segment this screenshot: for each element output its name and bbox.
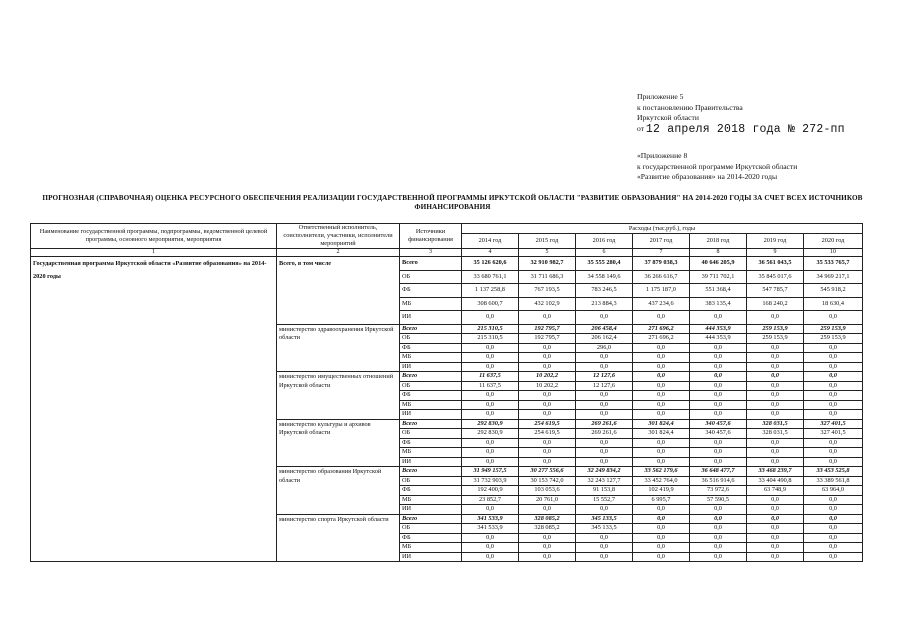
value-cell: 0,0 xyxy=(747,343,804,353)
value-cell: 0,0 xyxy=(576,362,633,372)
resource-table xyxy=(30,223,863,562)
value-cell: 34 969 217,1 xyxy=(804,270,863,284)
value-cell: 0,0 xyxy=(633,505,690,515)
executor-cell: Всего, в том числе xyxy=(277,257,400,325)
column-number: 8 xyxy=(690,249,747,257)
value-cell: 292 830,9 xyxy=(462,429,519,439)
value-cell: 0,0 xyxy=(462,448,519,458)
value-cell: 33 389 561,8 xyxy=(804,476,863,486)
value-cell: 63 748,9 xyxy=(747,486,804,496)
column-number: 10 xyxy=(804,249,863,257)
value-cell: 103 053,6 xyxy=(519,486,576,496)
value-cell: 57 590,5 xyxy=(690,495,747,505)
value-cell: 432 102,9 xyxy=(519,297,576,311)
value-cell: 0,0 xyxy=(747,552,804,562)
source-cell: ОБ xyxy=(400,381,462,391)
value-cell: 31 711 686,3 xyxy=(519,270,576,284)
value-cell: 254 619,5 xyxy=(519,429,576,439)
value-cell: 0,0 xyxy=(519,391,576,401)
value-cell: 23 852,7 xyxy=(462,495,519,505)
value-cell: 301 824,4 xyxy=(633,429,690,439)
value-cell: 39 711 702,1 xyxy=(690,270,747,284)
value-cell: 345 133,5 xyxy=(576,514,633,524)
value-cell: 11 637,5 xyxy=(462,381,519,391)
source-cell: МБ xyxy=(400,353,462,363)
value-cell: 0,0 xyxy=(576,400,633,410)
source-cell: ФБ xyxy=(400,438,462,448)
value-cell: 0,0 xyxy=(576,391,633,401)
source-cell: ИИ xyxy=(400,505,462,515)
value-cell: 0,0 xyxy=(633,410,690,420)
column-number: 7 xyxy=(633,249,690,257)
value-cell: 0,0 xyxy=(519,311,576,325)
value-cell: 0,0 xyxy=(747,438,804,448)
value-cell: 0,0 xyxy=(633,457,690,467)
value-cell: 341 533,9 xyxy=(462,524,519,534)
value-cell: 444 353,9 xyxy=(690,324,747,334)
value-cell: 0,0 xyxy=(576,457,633,467)
table-row xyxy=(31,257,863,271)
value-cell: 0,0 xyxy=(747,410,804,420)
value-cell: 0,0 xyxy=(519,362,576,372)
value-cell: 0,0 xyxy=(462,343,519,353)
value-cell: 168 240,2 xyxy=(747,297,804,311)
value-cell: 0,0 xyxy=(633,311,690,325)
value-cell: 102 419,9 xyxy=(633,486,690,496)
value-cell: 192 795,7 xyxy=(519,324,576,334)
value-cell: 269 261,6 xyxy=(576,419,633,429)
value-cell: 0,0 xyxy=(804,505,863,515)
value-cell: 0,0 xyxy=(576,410,633,420)
value-cell: 0,0 xyxy=(747,353,804,363)
value-cell: 33 453 525,8 xyxy=(804,467,863,477)
value-cell: 37 879 038,3 xyxy=(633,257,690,271)
value-cell: 0,0 xyxy=(633,362,690,372)
value-cell: 0,0 xyxy=(690,505,747,515)
value-cell: 0,0 xyxy=(804,381,863,391)
value-cell: 0,0 xyxy=(747,457,804,467)
value-cell: 0,0 xyxy=(519,448,576,458)
value-cell: 0,0 xyxy=(633,514,690,524)
executor-cell: министерство культуры и архивов Иркутской области xyxy=(277,419,400,467)
value-cell: 0,0 xyxy=(633,391,690,401)
value-cell: 0,0 xyxy=(633,400,690,410)
value-cell: 0,0 xyxy=(519,533,576,543)
value-cell: 0,0 xyxy=(576,533,633,543)
value-cell: 35 126 620,6 xyxy=(462,257,519,271)
source-cell: ФБ xyxy=(400,486,462,496)
value-cell: 0,0 xyxy=(804,400,863,410)
value-cell: 0,0 xyxy=(519,438,576,448)
value-cell: 0,0 xyxy=(690,362,747,372)
value-cell: 12 127,6 xyxy=(576,372,633,382)
value-cell: 0,0 xyxy=(462,311,519,325)
value-cell: 269 261,6 xyxy=(576,429,633,439)
value-cell: 0,0 xyxy=(519,400,576,410)
column-number: 9 xyxy=(747,249,804,257)
source-cell: ФБ xyxy=(400,391,462,401)
value-cell: 0,0 xyxy=(747,311,804,325)
source-cell: ОБ xyxy=(400,270,462,284)
value-cell: 35 533 765,7 xyxy=(804,257,863,271)
executor-cell: министерство здравоохранения Иркутской области xyxy=(277,324,400,372)
value-cell: 32 249 834,2 xyxy=(576,467,633,477)
appendix-line: «Развитие образования» на 2014-2020 годы xyxy=(637,172,778,182)
source-cell: ОБ xyxy=(400,476,462,486)
value-cell: 0,0 xyxy=(633,343,690,353)
value-cell: 0,0 xyxy=(633,552,690,562)
value-cell: 1 137 258,8 xyxy=(462,284,519,298)
value-cell: 0,0 xyxy=(633,533,690,543)
year-header: 2018 год xyxy=(690,234,747,249)
value-cell: 0,0 xyxy=(462,438,519,448)
value-cell: 0,0 xyxy=(519,410,576,420)
year-header: 2014 год xyxy=(462,234,519,249)
value-cell: 547 785,7 xyxy=(747,284,804,298)
value-cell: 0,0 xyxy=(519,353,576,363)
value-cell: 328 031,5 xyxy=(747,429,804,439)
value-cell: 259 153,9 xyxy=(747,324,804,334)
value-cell: 0,0 xyxy=(462,533,519,543)
value-cell: 0,0 xyxy=(690,410,747,420)
source-cell: МБ xyxy=(400,448,462,458)
value-cell: 0,0 xyxy=(462,353,519,363)
value-cell: 35 555 280,4 xyxy=(576,257,633,271)
source-cell: ИИ xyxy=(400,311,462,325)
source-cell: ОБ xyxy=(400,334,462,344)
value-cell: 0,0 xyxy=(690,533,747,543)
value-cell: 206 162,4 xyxy=(576,334,633,344)
value-cell: 0,0 xyxy=(690,400,747,410)
value-cell: 33 404 490,8 xyxy=(747,476,804,486)
value-cell: 0,0 xyxy=(576,552,633,562)
program-name: Государственная программа Иркутской области «Развитие образования» на 2014-2020 годы xyxy=(31,257,277,562)
value-cell: 30 277 556,6 xyxy=(519,467,576,477)
value-cell: 341 533,9 xyxy=(462,514,519,524)
value-cell: 0,0 xyxy=(804,457,863,467)
value-cell: 0,0 xyxy=(576,448,633,458)
value-cell: 0,0 xyxy=(633,543,690,553)
value-cell: 0,0 xyxy=(633,381,690,391)
header-executor: Ответственный исполнитель, соисполнители, участники, исполнители мероприятий xyxy=(277,224,400,249)
value-cell: 296,0 xyxy=(576,343,633,353)
source-cell: МБ xyxy=(400,297,462,311)
value-cell: 0,0 xyxy=(633,372,690,382)
source-cell: ОБ xyxy=(400,524,462,534)
value-cell: 0,0 xyxy=(747,514,804,524)
value-cell: 259 153,9 xyxy=(747,334,804,344)
value-cell: 0,0 xyxy=(690,372,747,382)
value-cell: 91 153,8 xyxy=(576,486,633,496)
value-cell: 0,0 xyxy=(804,514,863,524)
value-cell: 345 133,5 xyxy=(576,524,633,534)
value-cell: 0,0 xyxy=(747,543,804,553)
source-cell: МБ xyxy=(400,400,462,410)
value-cell: 328 085,2 xyxy=(519,514,576,524)
appendix-line: «Приложение 8 xyxy=(637,151,688,160)
value-cell: 10 202,2 xyxy=(519,381,576,391)
value-cell: 0,0 xyxy=(462,400,519,410)
source-cell: ФБ xyxy=(400,343,462,353)
header-expenses: Расходы (тыс.руб.), годы xyxy=(462,224,863,234)
column-number: 5 xyxy=(519,249,576,257)
value-cell: 328 085,2 xyxy=(519,524,576,534)
value-cell: 33 468 239,7 xyxy=(747,467,804,477)
value-cell: 0,0 xyxy=(804,410,863,420)
value-cell: 0,0 xyxy=(462,391,519,401)
value-cell: 0,0 xyxy=(690,311,747,325)
value-cell: 0,0 xyxy=(804,353,863,363)
value-cell: 63 964,0 xyxy=(804,486,863,496)
value-cell: 0,0 xyxy=(462,457,519,467)
value-cell: 437 234,6 xyxy=(633,297,690,311)
value-cell: 206 458,4 xyxy=(576,324,633,334)
value-cell: 0,0 xyxy=(690,343,747,353)
appendix-5-block xyxy=(637,92,845,134)
value-cell: 33 452 764,0 xyxy=(633,476,690,486)
value-cell: 0,0 xyxy=(747,381,804,391)
value-cell: 36 561 043,5 xyxy=(747,257,804,271)
value-cell: 271 696,2 xyxy=(633,324,690,334)
value-cell: 215 310,5 xyxy=(462,324,519,334)
source-cell: МБ xyxy=(400,495,462,505)
appendix-line: к постановлению Правительства xyxy=(637,102,743,112)
value-cell: 0,0 xyxy=(804,495,863,505)
value-cell: 0,0 xyxy=(690,543,747,553)
value-cell: 32 243 127,7 xyxy=(576,476,633,486)
value-cell: 0,0 xyxy=(576,438,633,448)
appendix-line: Приложение 5 xyxy=(637,92,684,101)
value-cell: 36 266 616,7 xyxy=(633,270,690,284)
order-date-number: 12 апреля 2018 года № 272-пп xyxy=(645,122,845,136)
value-cell: 0,0 xyxy=(804,438,863,448)
value-cell: 6 995,7 xyxy=(633,495,690,505)
order-prefix: от xyxy=(637,123,645,133)
column-number: 4 xyxy=(462,249,519,257)
value-cell: 0,0 xyxy=(690,552,747,562)
header-name: Наименование государственной программы, подпрограммы, ведомственной целевой программы, основного мероприятия, мероприятия xyxy=(31,224,277,249)
document-title: ПРОГНОЗНАЯ (СПРАВОЧНАЯ) ОЦЕНКА РЕСУРСНОГО ОБЕСПЕЧЕНИЯ РЕАЛИЗАЦИИ ГОСУДАРСТВЕННОЙ ПРОГРАММЫ ИРКУТСКОЙ ОБЛАСТИ "РАЗВИТИЕ ОБРАЗОВАНИЯ" НА 2014-2020 ГОДЫ ЗА СЧЕТ ВСЕХ ИСТОЧНИКОВ ФИНАНСИРОВАНИЯ xyxy=(42,194,863,211)
value-cell: 0,0 xyxy=(747,505,804,515)
value-cell: 0,0 xyxy=(804,372,863,382)
value-cell: 11 637,5 xyxy=(462,372,519,382)
value-cell: 0,0 xyxy=(747,362,804,372)
value-cell: 18 630,4 xyxy=(804,297,863,311)
value-cell: 0,0 xyxy=(576,311,633,325)
value-cell: 0,0 xyxy=(690,448,747,458)
source-cell: Всего xyxy=(400,467,462,477)
value-cell: 0,0 xyxy=(804,343,863,353)
column-number: 3 xyxy=(400,249,462,257)
value-cell: 0,0 xyxy=(519,543,576,553)
value-cell: 1 175 187,0 xyxy=(633,284,690,298)
header-source: Источники финансирования xyxy=(400,224,462,249)
source-cell: Всего xyxy=(400,419,462,429)
year-header: 2019 год xyxy=(747,234,804,249)
value-cell: 0,0 xyxy=(519,552,576,562)
value-cell: 34 558 149,6 xyxy=(576,270,633,284)
value-cell: 0,0 xyxy=(576,353,633,363)
value-cell: 31 949 157,5 xyxy=(462,467,519,477)
value-cell: 0,0 xyxy=(462,362,519,372)
value-cell: 327 401,5 xyxy=(804,419,863,429)
value-cell: 0,0 xyxy=(804,543,863,553)
value-cell: 551 368,4 xyxy=(690,284,747,298)
value-cell: 35 845 017,6 xyxy=(747,270,804,284)
value-cell: 340 457,6 xyxy=(690,419,747,429)
value-cell: 73 972,6 xyxy=(690,486,747,496)
value-cell: 33 562 179,6 xyxy=(633,467,690,477)
value-cell: 192 400,9 xyxy=(462,486,519,496)
value-cell: 215 310,5 xyxy=(462,334,519,344)
value-cell: 0,0 xyxy=(576,505,633,515)
value-cell: 0,0 xyxy=(633,353,690,363)
column-number: 1 xyxy=(31,249,277,257)
year-header: 2016 год xyxy=(576,234,633,249)
value-cell: 0,0 xyxy=(633,438,690,448)
value-cell: 0,0 xyxy=(519,457,576,467)
value-cell: 0,0 xyxy=(690,381,747,391)
value-cell: 40 646 205,9 xyxy=(690,257,747,271)
value-cell: 0,0 xyxy=(747,495,804,505)
value-cell: 0,0 xyxy=(462,410,519,420)
value-cell: 0,0 xyxy=(690,457,747,467)
year-header: 2020 год xyxy=(804,234,863,249)
order-line xyxy=(637,124,845,135)
value-cell: 0,0 xyxy=(747,372,804,382)
value-cell: 0,0 xyxy=(519,505,576,515)
value-cell: 0,0 xyxy=(804,552,863,562)
value-cell: 33 680 761,1 xyxy=(462,270,519,284)
column-number: 2 xyxy=(277,249,400,257)
source-cell: Всего xyxy=(400,372,462,382)
value-cell: 15 552,7 xyxy=(576,495,633,505)
value-cell: 213 884,3 xyxy=(576,297,633,311)
value-cell: 192 795,7 xyxy=(519,334,576,344)
value-cell: 444 353,9 xyxy=(690,334,747,344)
source-cell: ИИ xyxy=(400,457,462,467)
value-cell: 0,0 xyxy=(804,391,863,401)
value-cell: 0,0 xyxy=(576,543,633,553)
value-cell: 0,0 xyxy=(747,524,804,534)
value-cell: 259 153,9 xyxy=(804,334,863,344)
value-cell: 36 516 914,6 xyxy=(690,476,747,486)
column-number: 6 xyxy=(576,249,633,257)
value-cell: 0,0 xyxy=(747,533,804,543)
source-cell: Всего xyxy=(400,324,462,334)
source-cell: Всего xyxy=(400,257,462,271)
value-cell: 0,0 xyxy=(804,311,863,325)
value-cell: 383 135,4 xyxy=(690,297,747,311)
source-cell: ФБ xyxy=(400,533,462,543)
source-cell: ФБ xyxy=(400,284,462,298)
value-cell: 20 761,0 xyxy=(519,495,576,505)
value-cell: 0,0 xyxy=(804,524,863,534)
value-cell: 0,0 xyxy=(633,524,690,534)
value-cell: 31 732 903,9 xyxy=(462,476,519,486)
value-cell: 0,0 xyxy=(462,505,519,515)
source-cell: ИИ xyxy=(400,362,462,372)
value-cell: 0,0 xyxy=(690,438,747,448)
value-cell: 292 830,9 xyxy=(462,419,519,429)
year-header: 2015 год xyxy=(519,234,576,249)
executor-cell: министерство спорта Иркутской области xyxy=(277,514,400,562)
appendix-line: к государственной программе Иркутской области xyxy=(637,161,798,171)
value-cell: 0,0 xyxy=(747,391,804,401)
value-cell: 0,0 xyxy=(804,533,863,543)
value-cell: 0,0 xyxy=(690,514,747,524)
value-cell: 259 153,9 xyxy=(804,324,863,334)
value-cell: 0,0 xyxy=(804,448,863,458)
source-cell: ИИ xyxy=(400,552,462,562)
value-cell: 10 202,2 xyxy=(519,372,576,382)
year-header: 2017 год xyxy=(633,234,690,249)
executor-cell: министерство образования Иркутской области xyxy=(277,467,400,515)
value-cell: 301 824,4 xyxy=(633,419,690,429)
appendix-line: Иркутской области xyxy=(637,113,699,123)
value-cell: 328 031,5 xyxy=(747,419,804,429)
value-cell: 545 918,2 xyxy=(804,284,863,298)
value-cell: 767 193,5 xyxy=(519,284,576,298)
source-cell: Всего xyxy=(400,514,462,524)
value-cell: 308 600,7 xyxy=(462,297,519,311)
value-cell: 0,0 xyxy=(462,552,519,562)
value-cell: 254 619,5 xyxy=(519,419,576,429)
value-cell: 36 648 477,7 xyxy=(690,467,747,477)
value-cell: 0,0 xyxy=(633,448,690,458)
source-cell: ИИ xyxy=(400,410,462,420)
value-cell: 327 401,5 xyxy=(804,429,863,439)
value-cell: 0,0 xyxy=(747,448,804,458)
appendix-8-block xyxy=(637,151,797,183)
value-cell: 271 696,2 xyxy=(633,334,690,344)
executor-cell: министерство имущественных отношений Иркутской области xyxy=(277,372,400,420)
value-cell: 340 457,6 xyxy=(690,429,747,439)
value-cell: 32 910 982,7 xyxy=(519,257,576,271)
value-cell: 0,0 xyxy=(690,524,747,534)
value-cell: 30 153 742,0 xyxy=(519,476,576,486)
value-cell: 0,0 xyxy=(690,391,747,401)
value-cell: 0,0 xyxy=(690,353,747,363)
value-cell: 0,0 xyxy=(747,400,804,410)
value-cell: 0,0 xyxy=(462,543,519,553)
source-cell: МБ xyxy=(400,543,462,553)
value-cell: 12 127,6 xyxy=(576,381,633,391)
value-cell: 0,0 xyxy=(804,362,863,372)
source-cell: ОБ xyxy=(400,429,462,439)
value-cell: 0,0 xyxy=(519,343,576,353)
value-cell: 783 246,5 xyxy=(576,284,633,298)
